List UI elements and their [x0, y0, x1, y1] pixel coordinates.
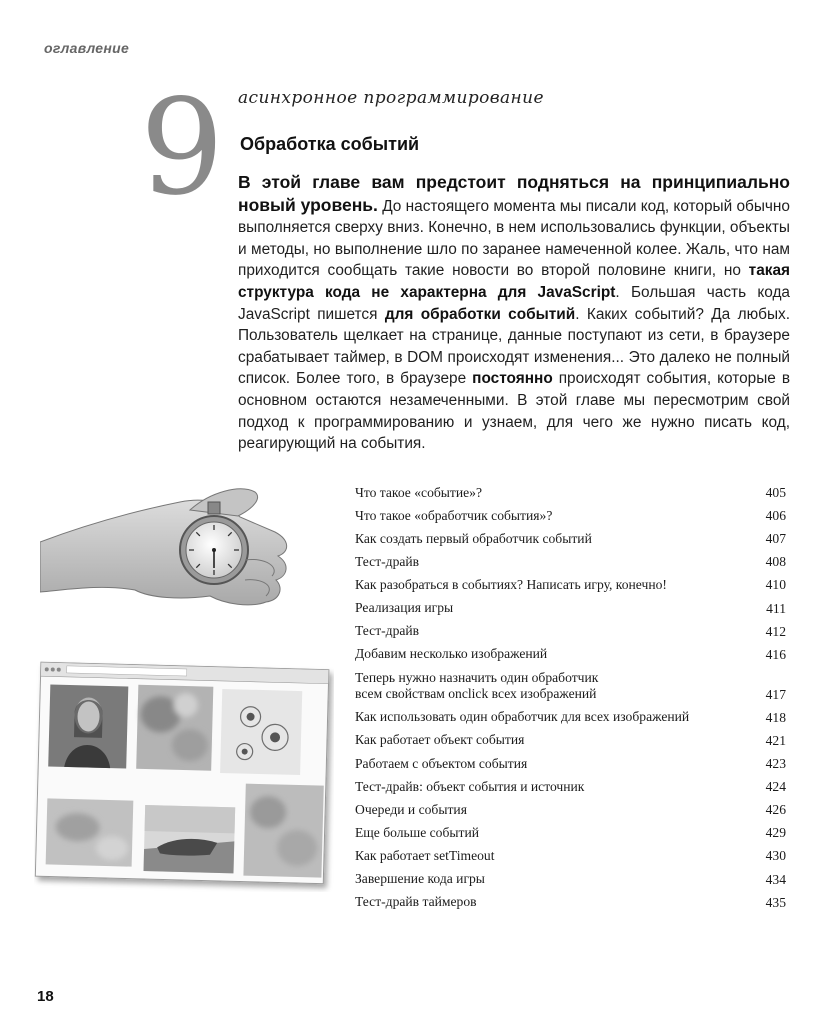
toc-entry-title: Как создать первый обработчик событий	[355, 530, 592, 546]
toc-entry	[355, 726, 786, 749]
intro-text-3: . Каких событий? Да любых. Пользователь щелкает на странице, данные поступают из сети, в браузере срабатывает таймер, в DOM происходят изменения... Это далеко не полный список. Более того, в браузере	[238, 305, 790, 388]
intro-bold-1: такая структура кода не характерна для JavaScript	[238, 262, 790, 301]
toc-entry-title: Тест-драйв	[355, 623, 420, 639]
toc-entry-title: Очереди и события	[355, 801, 467, 817]
toc-entry-title: Завершение кода игры	[355, 871, 485, 886]
toc-entry-title: Как использовать один обработчик для всех изображений	[355, 709, 690, 725]
toc-entry	[355, 795, 786, 818]
toc-entry	[355, 524, 786, 547]
flowers-image	[220, 689, 302, 775]
toc-entry-page: 416	[765, 646, 786, 662]
toc-entry-page: 423	[765, 756, 786, 772]
toc-entry-page: 412	[765, 623, 786, 639]
browser-screenshot-illustration	[34, 660, 334, 892]
intro-bold-3: постоянно	[472, 370, 553, 388]
toc-entry	[355, 772, 786, 795]
toc-entry	[355, 570, 786, 593]
intro-bold-2: для обработки событий	[384, 305, 576, 323]
toc-entry-page: 435	[765, 894, 786, 910]
chapter-intro	[238, 172, 790, 455]
toc-entry-page: 405	[765, 485, 786, 501]
running-head: оглавление	[44, 40, 130, 56]
toc-entry-page: 407	[765, 531, 786, 547]
toc-entry-title: Тест-драйв: объект события и источник	[355, 778, 585, 794]
toc-entry-page: 417	[765, 686, 786, 702]
stopwatch-hand-illustration	[40, 472, 330, 622]
toc-entry-page: 426	[765, 802, 786, 818]
blurred-image-2	[243, 784, 323, 878]
toc-entry-title: Как работает setTimeout	[355, 847, 495, 863]
toc-entry-page: 421	[765, 732, 786, 748]
table-of-contents	[355, 478, 786, 911]
chapter-title: Обработка событий	[240, 134, 420, 154]
toc-entry	[355, 501, 786, 524]
toc-entry-page: 429	[765, 825, 786, 841]
stopwatch-crown	[208, 502, 220, 514]
intro-text-2: . Большая часть кода JavaScript пишется	[238, 283, 790, 323]
toc-entry-page: 410	[765, 577, 786, 593]
toc-entry-title: Как работает объект события	[355, 732, 525, 748]
toc-entry-page: 408	[765, 554, 786, 570]
toc-entry-page: 424	[765, 779, 786, 795]
toc-entry	[355, 478, 786, 501]
toc-entry-title: Что такое «событие»?	[355, 484, 482, 500]
toc-entry	[355, 703, 786, 726]
toc-entry-title: Тест-драйв таймеров	[355, 894, 477, 910]
toc-entry-title: Еще больше событий	[355, 824, 479, 840]
toc-entry-title: Работаем с объектом события	[355, 755, 528, 771]
chapter-kicker: асинхронное программирование	[238, 88, 544, 108]
toc-entry-title: Добавим несколько изображений	[355, 646, 548, 662]
toc-entry	[355, 818, 786, 841]
toc-entry	[355, 841, 786, 864]
toc-entry-title: Что такое «обработчик события»?	[355, 507, 553, 523]
toc-entry	[355, 617, 786, 640]
intro-text-4: происходят события, которые в основном остаются незамеченными. В этой главе мы пересмотрим свой подход к программированию и узнаем, для чего же нужно писать код, реагирующий на события.	[238, 370, 790, 453]
intro-lead: В этой главе вам предстоит подняться на принципиально новый уровень.	[238, 172, 790, 215]
chapter-number: 9	[140, 71, 224, 225]
page-number: 18	[37, 988, 54, 1005]
toc-entry-title: Тест-драйв	[355, 553, 420, 569]
toc-entry	[355, 888, 786, 911]
toc-entry	[355, 749, 786, 772]
toc-entry-title: Теперь нужно назначить один обработчик всем свойствам onclick всех изображений	[355, 669, 599, 702]
toc-entry-title: Как разобраться в событиях? Написать игру, конечно!	[355, 576, 667, 592]
toc-entry	[355, 864, 786, 887]
toc-entry	[355, 593, 786, 616]
toc-entry-page: 418	[765, 709, 786, 725]
toc-entry-title: Реализация игры	[355, 600, 454, 616]
toc-entry-page: 430	[765, 848, 786, 864]
toc-entry-page: 411	[766, 600, 786, 616]
intro-text-1: До настоящего момента мы писали код, который обычно выполняется сверху вниз. Конечно, в нем использовались функции, объекты и методы, но выполнение шло по заранее намеченной колее. Жаль, что нам приходится сообщать такие новости во второй половине книги, но	[238, 197, 790, 280]
toc-entry	[355, 663, 786, 703]
toc-entry	[355, 547, 786, 570]
hand-shape	[40, 500, 287, 605]
toc-entry-page: 434	[765, 871, 786, 887]
toc-entry-page: 406	[765, 508, 786, 524]
toc-entry	[355, 640, 786, 663]
